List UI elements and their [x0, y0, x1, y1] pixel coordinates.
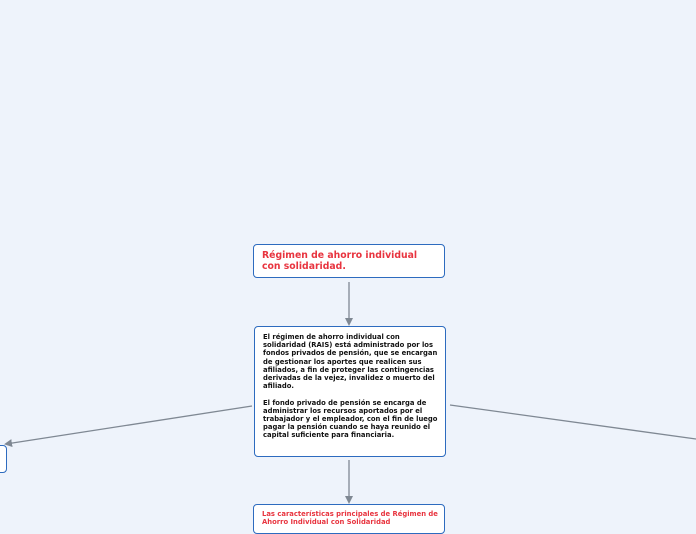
- topic-node-caracteristicas[interactable]: [253, 504, 445, 534]
- topic-node-rais-description[interactable]: [254, 326, 446, 457]
- connector-body-to-left: [6, 406, 252, 444]
- topic-title-text: Régimen de ahorro individual con solidaridad.: [262, 250, 418, 272]
- topic-node-regimen-title[interactable]: [253, 244, 445, 278]
- topic-caracteristicas-text: Las características principales de Régimen de Ahorro Individual con Solidaridad: [262, 510, 438, 526]
- topic-node-left-partial[interactable]: [0, 445, 7, 473]
- topic-description-text: El régimen de ahorro individual con solidaridad (RAIS) está administrado por los fondos privados de pensión, que se encargan de gestionar los aportes que realicen sus afiliados, a fin de proteger las contingencias derivadas de la vejez, invalidez o muerto del afiliado. El fondo privado de pensión se encarga de administrar los recursos aportados por el trabajador y el empleador, con el fin de luego pagar la pensión cuando se haya reunido el capital suficiente para financiaria.: [263, 333, 438, 440]
- connector-body-to-right: [450, 405, 696, 439]
